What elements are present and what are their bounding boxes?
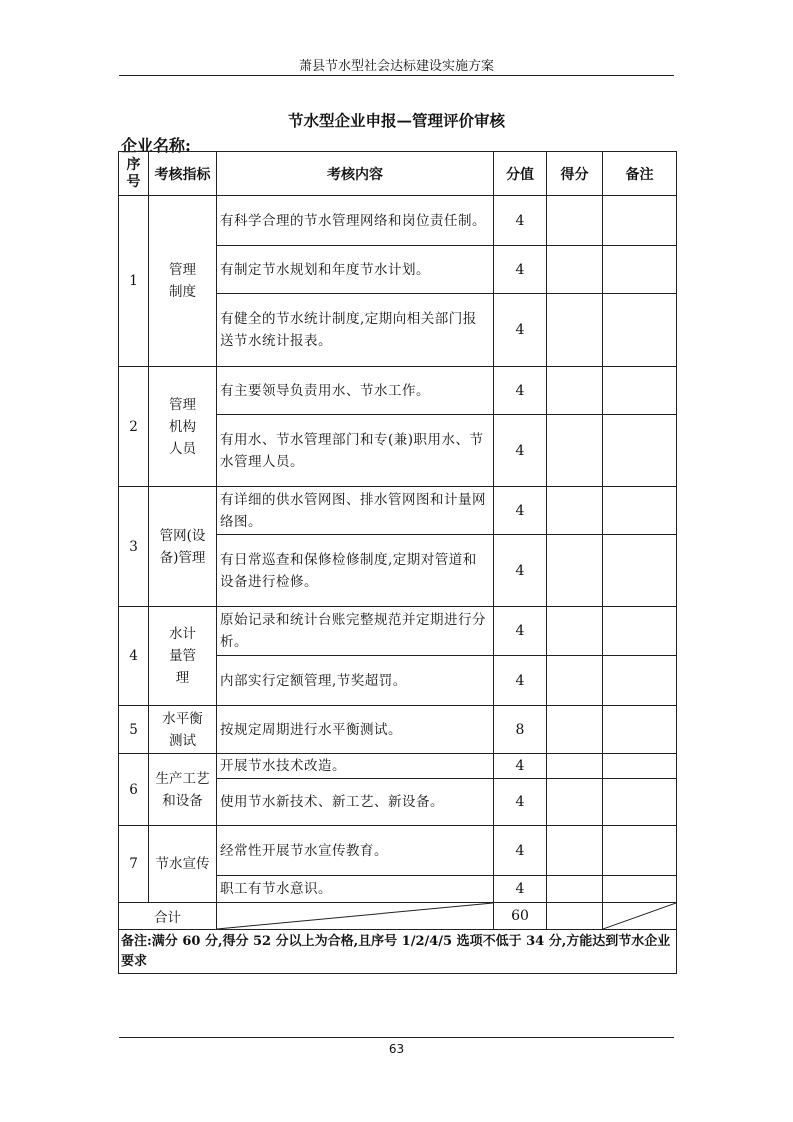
remark-cell[interactable] [603, 779, 677, 826]
table-row [119, 367, 677, 415]
diagonal-line-icon [217, 903, 493, 929]
row-content: 有科学合理的节水管理网络和岗位责任制。 [217, 196, 494, 246]
row-value: 4 [494, 367, 547, 415]
row-content: 有日常巡查和保修检修制度,定期对管道和设备进行检修。 [217, 535, 494, 607]
score-cell[interactable] [547, 294, 603, 367]
remark-cell[interactable] [603, 706, 677, 754]
row-indicator: 管网(设备)管理 [149, 487, 217, 607]
score-cell[interactable] [547, 754, 603, 779]
row-value: 4 [494, 876, 547, 903]
row-index: 3 [119, 487, 149, 607]
row-index: 1 [119, 196, 149, 367]
note-text: 备注:满分 60 分,得分 52 分以上为合格,且序号 1/2/4/5 选项不低于 34 分,方能达到节水企业要求 [119, 930, 677, 974]
row-content: 按规定周期进行水平衡测试。 [217, 706, 494, 754]
header-score: 得分 [547, 152, 603, 196]
score-cell[interactable] [547, 706, 603, 754]
row-content: 内部实行定额管理,节奖超罚。 [217, 656, 494, 706]
remark-cell[interactable] [603, 487, 677, 535]
row-index: 4 [119, 607, 149, 706]
remark-cell[interactable] [603, 246, 677, 294]
row-content: 有制定节水规划和年度节水计划。 [217, 246, 494, 294]
score-cell[interactable] [547, 196, 603, 246]
total-content-diagonal [217, 903, 494, 930]
header-rule [119, 75, 674, 76]
remark-cell[interactable] [603, 535, 677, 607]
score-cell[interactable] [547, 535, 603, 607]
score-cell[interactable] [547, 367, 603, 415]
score-cell[interactable] [547, 826, 603, 876]
row-content: 有用水、节水管理部门和专(兼)职用水、节水管理人员。 [217, 415, 494, 487]
row-index: 5 [119, 706, 149, 754]
score-cell[interactable] [547, 656, 603, 706]
score-cell[interactable] [547, 607, 603, 656]
row-indicator: 管理制度 [149, 196, 217, 367]
score-cell[interactable] [547, 246, 603, 294]
document-title: 节水型企业申报—管理评价审核 [287, 111, 505, 130]
row-value: 4 [494, 535, 547, 607]
diagonal-line-icon [603, 903, 676, 929]
running-header: 萧县节水型社会达标建设实施方案 [298, 59, 494, 74]
total-label: 合计 [119, 903, 217, 930]
row-value: 4 [494, 826, 547, 876]
row-content: 经常性开展节水宣传教育。 [217, 826, 494, 876]
remark-cell[interactable] [603, 607, 677, 656]
row-indicator: 水平衡测试 [149, 706, 217, 754]
remark-cell[interactable] [603, 754, 677, 779]
score-cell[interactable] [547, 876, 603, 903]
table-row [119, 487, 677, 535]
row-value: 4 [494, 415, 547, 487]
row-index: 2 [119, 367, 149, 487]
score-cell[interactable] [547, 779, 603, 826]
row-indicator: 节水宣传 [149, 826, 217, 903]
remark-cell[interactable] [603, 826, 677, 876]
row-value: 4 [494, 656, 547, 706]
row-content: 使用节水新技术、新工艺、新设备。 [217, 779, 494, 826]
row-value: 4 [494, 246, 547, 294]
score-cell[interactable] [547, 415, 603, 487]
remark-cell[interactable] [603, 196, 677, 246]
table-row [119, 607, 677, 656]
remark-cell[interactable] [603, 656, 677, 706]
row-content: 有详细的供水管网图、排水管网图和计量网络图。 [217, 487, 494, 535]
remark-cell[interactable] [603, 294, 677, 367]
table-row [119, 754, 677, 779]
table-header-row [119, 152, 677, 196]
table-row [119, 196, 677, 246]
header-remark: 备注 [603, 152, 677, 196]
evaluation-table [118, 151, 677, 974]
row-index: 6 [119, 754, 149, 826]
row-value: 4 [494, 196, 547, 246]
header-value: 分值 [494, 152, 547, 196]
remark-cell[interactable] [603, 876, 677, 903]
header-indicator: 考核指标 [149, 152, 217, 196]
row-indicator: 水计量管理 [149, 607, 217, 706]
score-cell[interactable] [547, 487, 603, 535]
row-content: 职工有节水意识。 [217, 876, 494, 903]
row-value: 4 [494, 754, 547, 779]
total-row [119, 903, 677, 930]
row-value: 8 [494, 706, 547, 754]
row-index: 7 [119, 826, 149, 903]
row-content: 开展节水技术改造。 [217, 754, 494, 779]
remark-cell[interactable] [603, 367, 677, 415]
remark-cell[interactable] [603, 415, 677, 487]
row-value: 4 [494, 779, 547, 826]
company-name-label: 企业名称: [121, 136, 191, 155]
table-row [119, 826, 677, 876]
row-value: 4 [494, 487, 547, 535]
footer-rule [119, 1037, 674, 1038]
row-value: 4 [494, 294, 547, 367]
total-value: 60 [494, 903, 547, 930]
header-content: 考核内容 [217, 152, 494, 196]
row-indicator: 生产工艺和设备 [149, 754, 217, 826]
row-content: 有主要领导负责用水、节水工作。 [217, 367, 494, 415]
header-index: 序号 [119, 152, 149, 196]
total-remark-diagonal [603, 903, 677, 930]
row-indicator: 管理机构人员 [149, 367, 217, 487]
page-number: 63 [388, 1042, 405, 1056]
row-content: 有健全的节水统计制度,定期向相关部门报送节水统计报表。 [217, 294, 494, 367]
table-row [119, 706, 677, 754]
row-content: 原始记录和统计台账完整规范并定期进行分析。 [217, 607, 494, 656]
row-value: 4 [494, 607, 547, 656]
total-score-cell[interactable] [547, 903, 603, 930]
note-row [119, 930, 677, 974]
